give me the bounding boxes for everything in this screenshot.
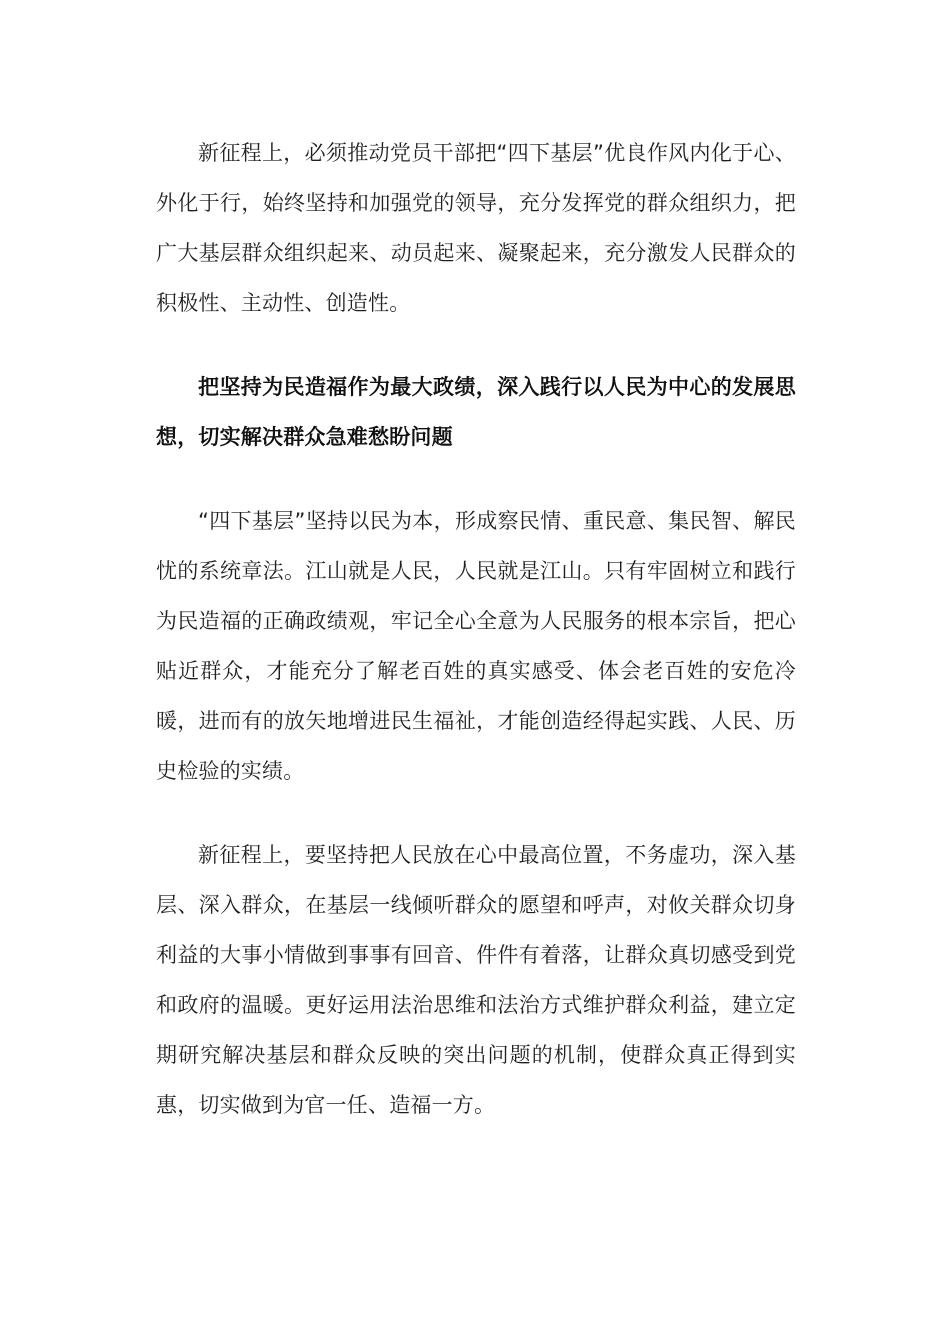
body-paragraph: 新征程上，要坚持把人民放在心中最高位置，不务虚功，深入基层、深入群众，在基层一线倾听群众的愿望和呼声，对攸关群众切身利益的大事小情做到事事有回音、件件有着落，让群众真切感受到党和政府的温暖。更好运用法治思维和法治方式维护群众利益，建立定期研究解决基层和群众反映的突出问题的机制，使群众真正得到实惠，切实做到为官一任、造福一方。	[156, 843, 796, 1117]
section-heading: 把坚持为民造福作为最大政绩，深入践行以人民为中心的发展思想，切实解决群众急难愁盼问题	[156, 375, 796, 449]
document-body	[156, 128, 796, 1164]
body-paragraph: “四下基层”坚持以民为本，形成察民情、重民意、集民智、解民忧的系统章法。江山就是人民，人民就是江山。只有牢固树立和践行为民造福的正确政绩观，牢记全心全意为人民服务的根本宗旨，把心贴近群众，才能充分了解老百姓的真实感受、体会老百姓的安危冷暖，进而有的放矢地增进民生福祉，才能创造经得起实践、人民、历史检验的实绩。	[156, 509, 796, 783]
body-paragraph: 新征程上，必须推动党员干部把“四下基层”优良作风内化于心、外化于行，始终坚持和加强党的领导，充分发挥党的群众组织力，把广大基层群众组织起来、动员起来、凝聚起来，充分激发人民群众的积极性、主动性、创造性。	[156, 141, 796, 315]
